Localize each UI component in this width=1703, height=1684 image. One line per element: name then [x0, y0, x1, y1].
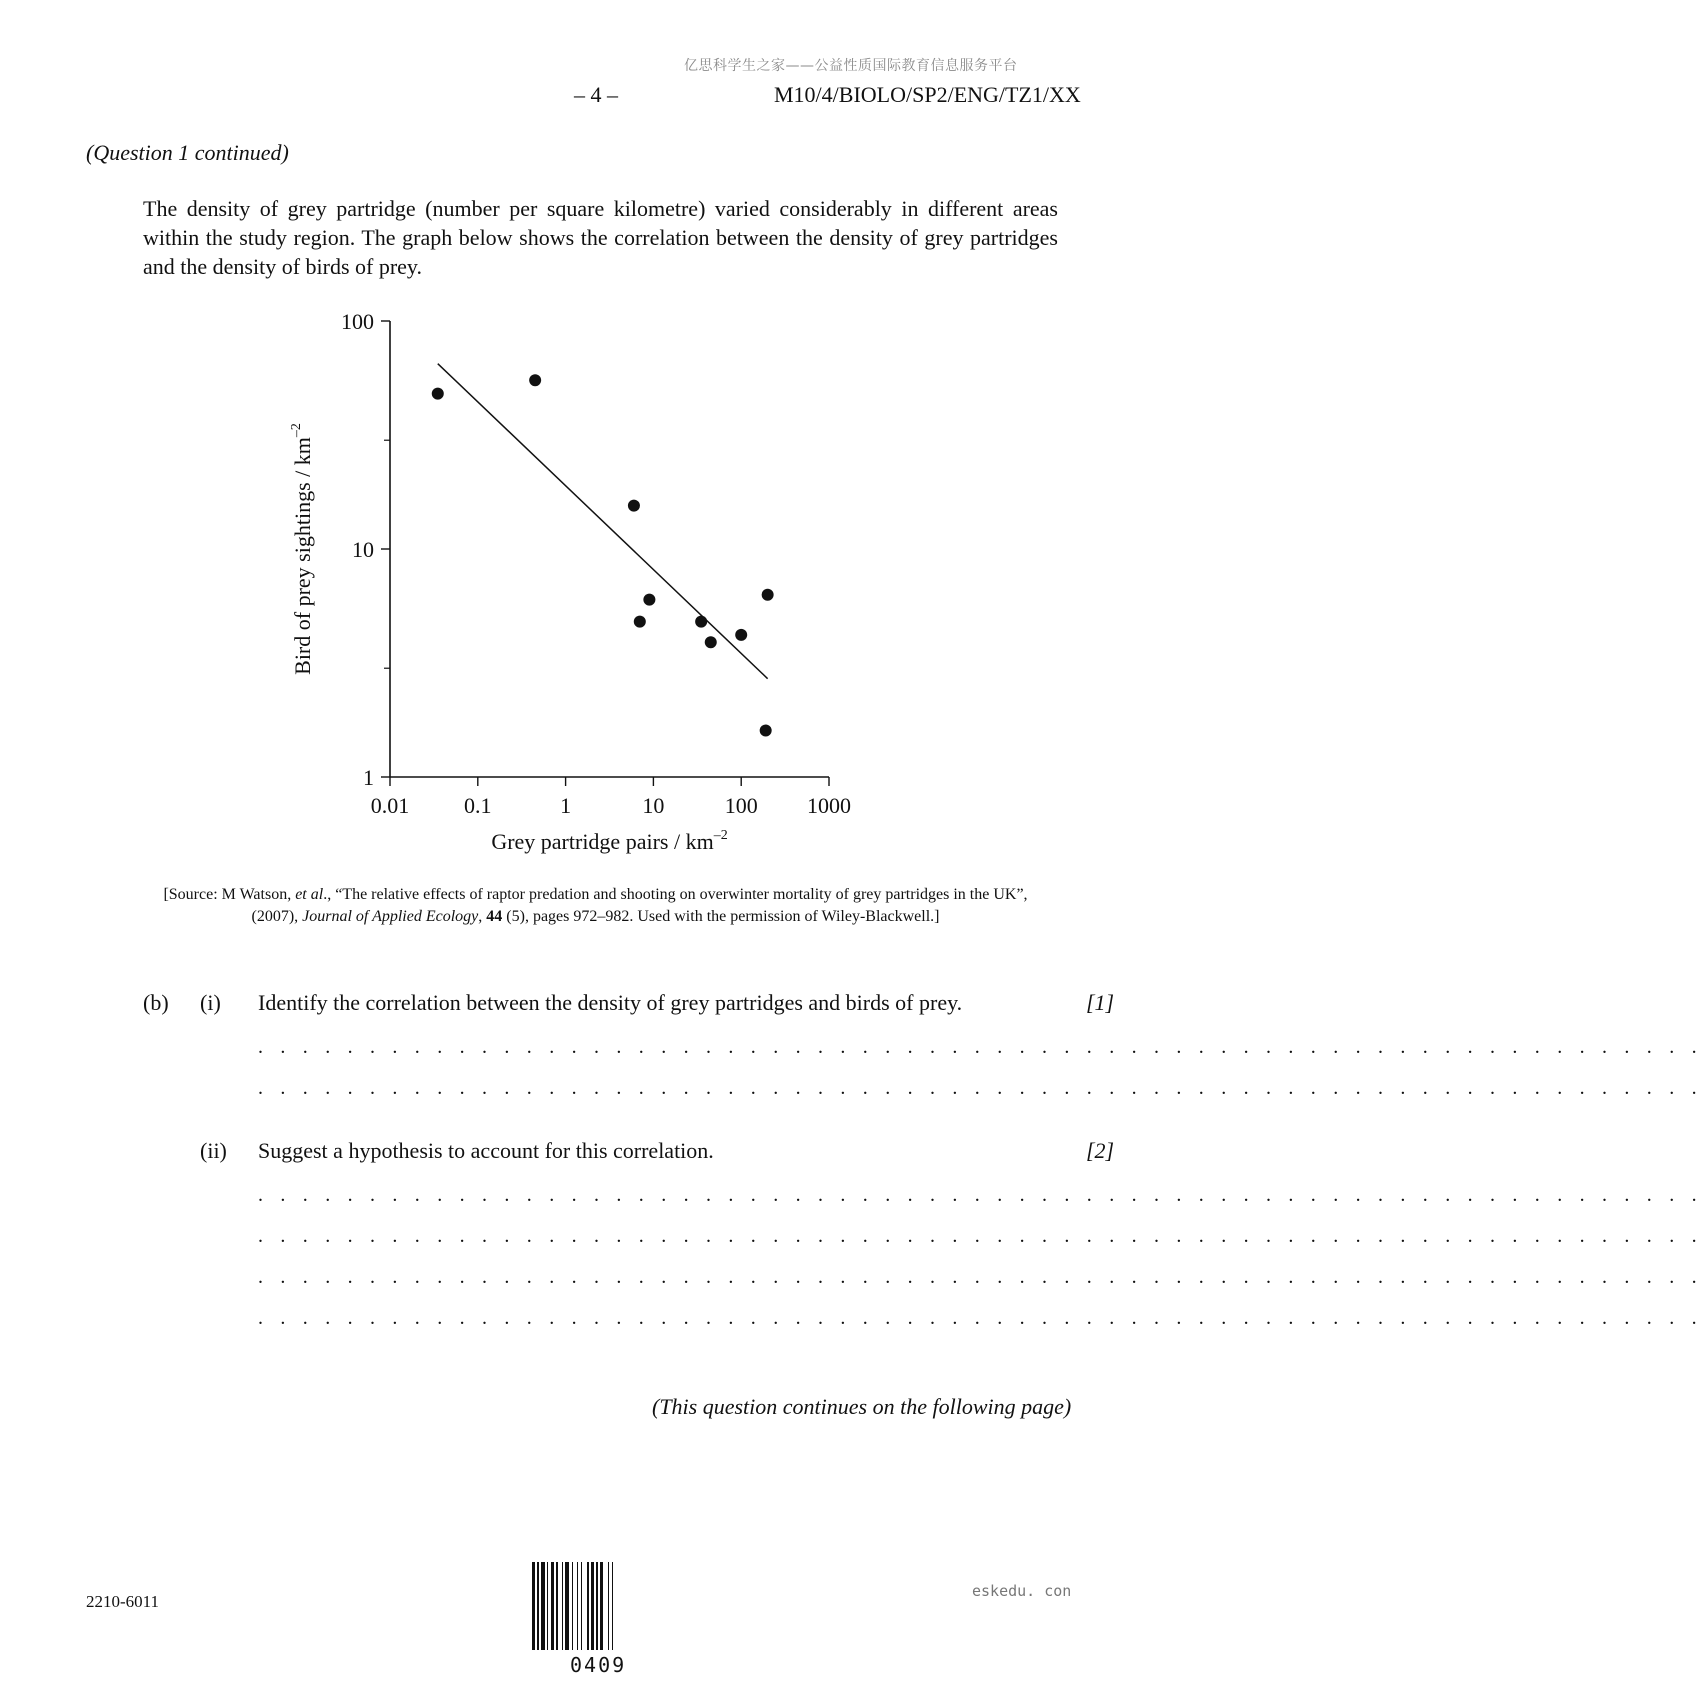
- barcode-bar: [551, 1562, 554, 1650]
- question-ii-marks: [2]: [1086, 1138, 1115, 1163]
- continues-note: (This question continues on the following page): [652, 1394, 1072, 1419]
- scatter-chart: [290, 298, 850, 858]
- source-line2-pre: (2007),: [251, 908, 303, 925]
- source-line2-post: (5), pages 972–982. Used with the permission of Wiley-Blackwell.]: [502, 908, 940, 925]
- x-tick-label: 0.01: [370, 793, 410, 818]
- answer-line[interactable]: . . . . . . . . . . . . . . . . . . . . . . . . . . . . . . . . . . . . . . . . . . . . . . . . . . . . . . . . . . . . . . . . .: [258, 1184, 1703, 1206]
- source-etal: et al: [295, 886, 324, 903]
- source-journal: Journal of Applied Ecology: [302, 908, 479, 925]
- data-point: [695, 616, 707, 628]
- source-line2-mid: ,: [478, 908, 487, 925]
- data-point: [529, 374, 541, 386]
- watermark: 亿思科学生之家——公益性质国际教育信息服务平台: [684, 58, 1018, 74]
- x-axis-label: Grey partridge pairs / $km^{-2}$: [491, 828, 728, 854]
- source-line1-post: ., “The relative effects of raptor predation and shooting on overwinter mortality of grey partridges in the UK”,: [323, 886, 1028, 903]
- barcode-bar: [600, 1562, 603, 1650]
- barcode-bar: [541, 1562, 545, 1650]
- barcode-bar: [562, 1562, 563, 1650]
- question-i-text: Identify the correlation between the density of grey partridges and birds of prey.: [258, 990, 963, 1015]
- data-point: [634, 616, 646, 628]
- data-point: [735, 629, 747, 641]
- barcode-bar: [577, 1562, 578, 1650]
- barcode-bar: [608, 1562, 609, 1650]
- question-continued: (Question 1 continued): [86, 140, 289, 165]
- question-ii-number: (ii): [200, 1138, 227, 1163]
- document-code: 2210-6011: [86, 1592, 160, 1611]
- y-tick-label: 1: [363, 765, 374, 790]
- source-citation: [60, 884, 1131, 928]
- barcode-bar: [572, 1562, 573, 1650]
- barcode-bar: [547, 1562, 548, 1650]
- barcode-bar: [581, 1562, 582, 1650]
- barcode-bar: [556, 1562, 558, 1650]
- x-tick-label: 100: [724, 793, 758, 818]
- question-i-marks: [1]: [1086, 990, 1115, 1015]
- data-point: [643, 594, 655, 606]
- answer-line[interactable]: . . . . . . . . . . . . . . . . . . . . . . . . . . . . . . . . . . . . . . . . . . . . . . . . . . . . . . . . . . . . . . . . .: [258, 1036, 1703, 1058]
- answer-line[interactable]: . . . . . . . . . . . . . . . . . . . . . . . . . . . . . . . . . . . . . . . . . . . . . . . . . . . . . . . . . . . . . . . . .: [258, 1266, 1703, 1288]
- data-point: [628, 500, 640, 512]
- barcode-number: 0409: [570, 1653, 627, 1677]
- x-tick-label: 1: [560, 793, 572, 818]
- trend-line: [438, 364, 768, 679]
- y-tick-label: 10: [352, 537, 374, 562]
- y-tick-label: 100: [341, 309, 374, 334]
- page-number: – 4 –: [574, 82, 618, 107]
- x-tick-label: 10: [642, 793, 665, 818]
- barcode: [532, 1562, 666, 1650]
- barcode-bar: [612, 1562, 613, 1650]
- x-tick-label: 1000: [807, 793, 851, 818]
- answer-line[interactable]: . . . . . . . . . . . . . . . . . . . . . . . . . . . . . . . . . . . . . . . . . . . . . . . . . . . . . . . . . . . . . . . . .: [258, 1225, 1703, 1247]
- barcode-bar: [591, 1562, 594, 1650]
- paper-code: M10/4/BIOLO/SP2/ENG/TZ1/XX: [774, 82, 1081, 107]
- data-point: [760, 724, 772, 736]
- question-i-number: (i): [200, 990, 221, 1015]
- question-ii-text: Suggest a hypothesis to account for this correlation.: [258, 1138, 714, 1163]
- source-volume: 44: [486, 908, 503, 925]
- barcode-bar: [565, 1562, 569, 1650]
- y-axis-label: Bird of prey sightings / $km^{-2}$: [289, 423, 315, 675]
- data-point: [762, 589, 774, 601]
- data-point: [705, 636, 717, 648]
- barcode-bar: [596, 1562, 598, 1650]
- site-watermark: eskedu. con: [972, 1582, 1072, 1600]
- intro-text: The density of grey partridge (number per square kilometre) varied considerably in different areas within the study region. The graph below shows the correlation between the density of grey partridges and the density of birds of prey.: [143, 196, 1058, 279]
- x-tick-label: 0.1: [464, 793, 492, 818]
- barcode-bar: [587, 1562, 589, 1650]
- answer-line[interactable]: . . . . . . . . . . . . . . . . . . . . . . . . . . . . . . . . . . . . . . . . . . . . . . . . . . . . . . . . . . . . . . . . .: [258, 1307, 1703, 1329]
- barcode-bar: [532, 1562, 535, 1650]
- barcode-bar: [537, 1562, 539, 1650]
- data-point: [432, 388, 444, 400]
- source-line1-pre: [Source: M Watson,: [163, 886, 296, 903]
- answer-line[interactable]: . . . . . . . . . . . . . . . . . . . . . . . . . . . . . . . . . . . . . . . . . . . . . . . . . . . . . . . . . . . . . . . . .: [258, 1077, 1703, 1099]
- part-label: (b): [143, 990, 169, 1015]
